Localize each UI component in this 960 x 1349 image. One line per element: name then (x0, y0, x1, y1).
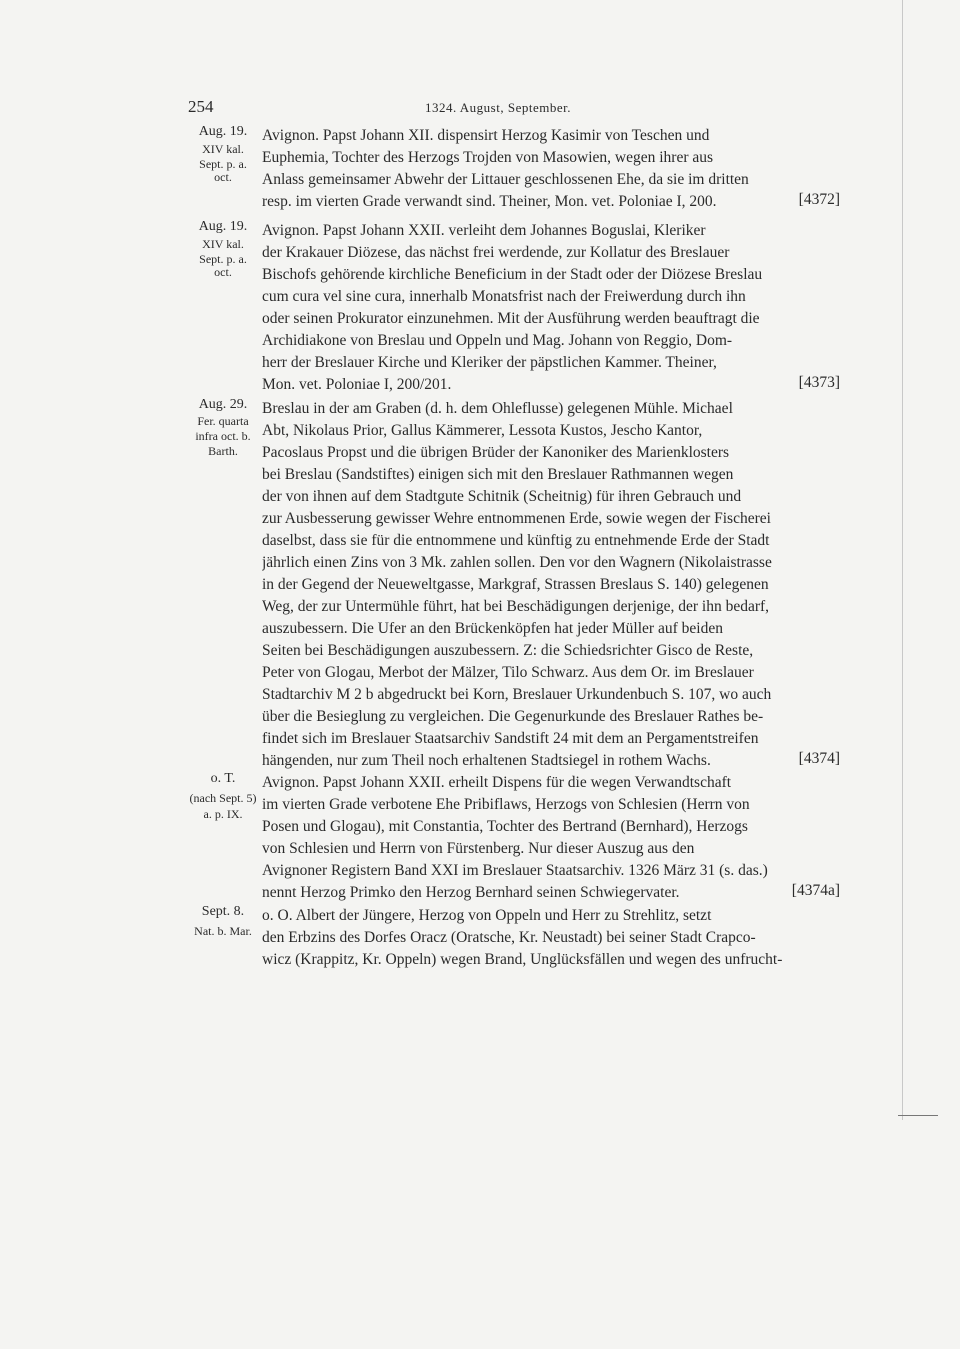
entry-reference-number: [4374] (798, 750, 840, 767)
entry-text-line: Euphemia, Tochter des Herzogs Trojden von Masowien, wegen ihrer aus (262, 149, 714, 166)
entry-text-line: zur Ausbesserung gewisser Wehre entnommenen Erde, sowie wegen der Fischerei (262, 510, 771, 527)
scan-edge-line (902, 0, 903, 1120)
entry-text-line: bei Breslau (Sandstiftes) einigen sich mit den Breslauer Rathmannen wegen (262, 466, 734, 483)
entry-text-line: Peter von Glogau, Merbot der Mälzer, Tilo Schwarz. Aus dem Or. im Breslauer (262, 664, 754, 681)
entry-text-line: der Krakauer Diözese, das nächst frei werdende, zur Kollatur des Breslauer (262, 244, 730, 261)
entry-date: Sept. 8. (201, 904, 245, 919)
entry-text-line: Stadtarchiv M 2 b abgedruckt bei Korn, Breslauer Urkundenbuch S. 107, wo auch (262, 686, 772, 703)
entry-text-line: nennt Herzog Primko den Herzog Bernhard seinen Schwiegervater. (262, 884, 680, 901)
entry-text-line: Abt, Nikolaus Prior, Gallus Kämmerer, Lessota Kustos, Jescho Kantor, (262, 422, 703, 439)
page-number: 254 (188, 97, 214, 116)
entry-text-line: Archidiakone von Breslau und Oppeln und Mag. Johann von Reggio, Dom- (262, 332, 733, 349)
entry-text-line: Avignon. Papst Johann XXII. verleiht dem Johannes Boguslai, Kleriker (262, 222, 706, 239)
entry-text-line: daselbst, dass sie für die entnommene und künftig zu entnehmende Erde der Stadt (262, 532, 770, 549)
entry-text-line: cum cura vel sine cura, innerhalb Monatsfrist nach der Freiwerdung durch ihn (262, 288, 746, 305)
entry-reference-number: [4374a] (791, 882, 840, 899)
entry-text-line: oder seinen Prokurator einzunehmen. Mit der Ausführung werden beauftragt die (262, 310, 760, 327)
entry-date: Aug. 29. (198, 397, 248, 412)
entry-margin-note: oct. (214, 265, 232, 279)
scan-edge-tick (898, 1115, 938, 1116)
entry-margin-note: XIV kal. (202, 237, 244, 251)
entry-text-line: Breslau in der am Graben (d. h. dem Ohleflusse) gelegenen Mühle. Michael (262, 400, 733, 417)
entry-text-line: von Schlesien und Herrn von Fürstenberg. Nur dieser Auszug aus den (262, 840, 695, 857)
entry-margin-note: (nach Sept. 5) (189, 791, 257, 805)
entry-text-line: Avignon. Papst Johann XXII. erheilt Dispens für die wegen Verwandtschaft (262, 774, 732, 791)
entry-margin-note: Nat. b. Mar. (194, 924, 252, 938)
entry-date: o. T. (210, 771, 236, 786)
entry-text-line: in der Gegend der Neueweltgasse, Markgraf, Strassen Breslaus S. 140) gelegenen (262, 576, 769, 593)
entry-margin-note: Barth. (208, 444, 238, 458)
entry-text-line: über die Besieglung zu vergleichen. Die Gegenurkunde des Breslauer Rathes be- (262, 708, 764, 725)
entry-margin-note: a. p. IX. (203, 807, 243, 821)
entry-text-line: o. O. Albert der Jüngere, Herzog von Oppeln und Herr zu Strehlitz, setzt (262, 907, 712, 924)
entry-margin-note: infra oct. b. (195, 429, 251, 443)
entry-date: Aug. 19. (198, 124, 248, 139)
entry-reference-number: [4372] (798, 191, 840, 208)
entry-text-line: Seiten bei Beschädigungen auszubessern. Z: die Schiedsrichter Gisco de Reste, (262, 642, 754, 659)
entry-text-line: Avignon. Papst Johann XII. dispensirt Herzog Kasimir von Teschen und (262, 127, 710, 144)
entry-margin-note: XIV kal. (202, 142, 244, 156)
page-header (0, 97, 960, 121)
entry-text-line: auszubessern. Die Ufer an den Brückenköpfen hat jeder Müller auf beiden (262, 620, 723, 637)
entry-reference-number: [4373] (798, 374, 840, 391)
entry-text-line: Pacoslaus Propst und die übrigen Brüder der Kanoniker des Marienklosters (262, 444, 730, 461)
entry-text-line: Avignoner Registern Band XXI im Breslauer Staatsarchiv. 1326 März 31 (s. das.) (262, 862, 768, 879)
entry-text-line: findet sich im Breslauer Staatsarchiv Sandstift 24 mit dem an Pergamentstreifen (262, 730, 759, 747)
entry-text-line: den Erbzins des Dorfes Oracz (Oratsche, Kr. Neustadt) bei seiner Stadt Crapco- (262, 929, 756, 946)
entry-text-line: wicz (Krappitz, Kr. Oppeln) wegen Brand, Unglücksfällen und wegen des unfrucht- (262, 951, 783, 968)
entry-text-line: herr der Breslauer Kirche und Kleriker der päpstlichen Kammer. Theiner, (262, 354, 717, 371)
entry-text-line: Posen und Glogau), mit Constantia, Tochter des Bertrand (Bernhard), Herzogs (262, 818, 748, 835)
entry-text-line: im vierten Grade verbotene Ehe Pribiflaws, Herzogs von Schlesien (Herrn von (262, 796, 750, 813)
entry-text-line: Mon. vet. Poloniae I, 200/201. (262, 376, 452, 393)
entry-margin-note: Fer. quarta (197, 414, 249, 428)
entry-text-line: resp. im vierten Grade verwandt sind. Theiner, Mon. vet. Poloniae I, 200. (262, 193, 717, 210)
entry-text-line: der von ihnen auf dem Stadtgute Schitnik (Scheitnig) für ihren Gebrauch und (262, 488, 742, 505)
entry-margin-note: Sept. p. a. (199, 157, 247, 171)
running-head: 1324. August, September. (425, 100, 571, 115)
entry-text-line: Bischofs gehörende kirchliche Beneficium in der Stadt oder der Diözese Breslau (262, 266, 763, 283)
entry-text-line: jährlich einen Zins von 3 Mk. zahlen sollen. Den vor den Wagnern (Nikolaistrasse (262, 554, 772, 571)
entry-text-line: Weg, der zur Untermühle führt, hat bei Beschädigungen derjenige, der ihn bedarf, (262, 598, 770, 615)
entry-margin-note: oct. (214, 170, 232, 184)
entry-margin-note: Sept. p. a. (199, 252, 247, 266)
entry-date: Aug. 19. (198, 219, 248, 234)
entry-text-line: hängenden, nur zum Theil noch erhaltenen Stadtsiegel in rothem Wachs. (262, 752, 711, 769)
entry-text-line: Anlass gemeinsamer Abwehr der Littauer geschlossenen Ehe, da sie im dritten (262, 171, 749, 188)
